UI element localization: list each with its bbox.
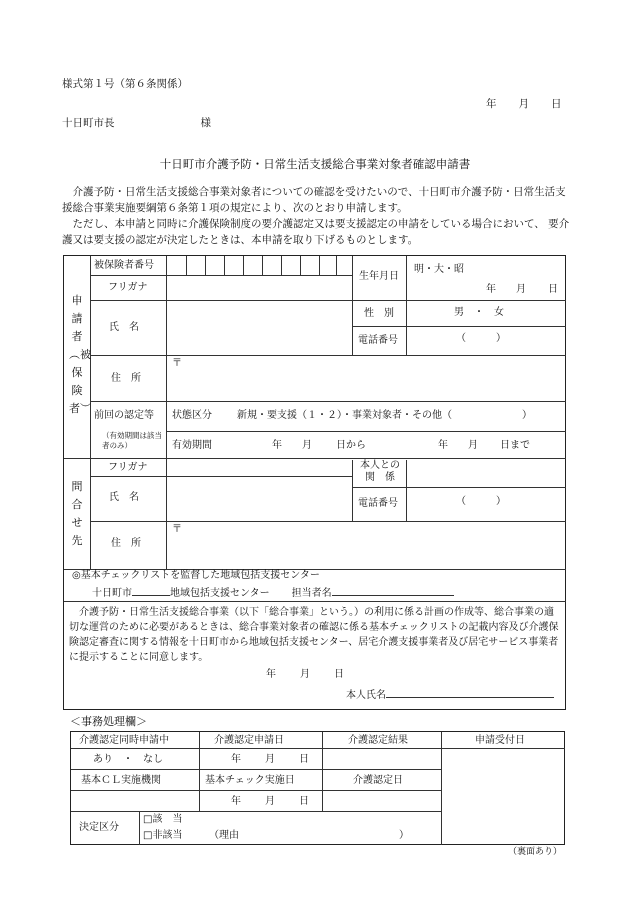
- check-date-value[interactable]: [231, 796, 309, 808]
- staff-label: 担当者名: [291, 588, 332, 599]
- header-cert-result: 介護認定結果: [348, 735, 408, 746]
- contact-name-label: 氏 名: [109, 492, 139, 503]
- intro-paragraph-1: 介護予防・日常生活支援総合事業対象者についての確認を受けたいので、十日町市介護予防・日常生活支援総合事業実施要綱第６条第１項の規定により、次のとおり申請します。: [62, 186, 566, 214]
- sex-options[interactable]: 男 ・ 女: [454, 307, 504, 318]
- center-city: 十日町市: [92, 588, 132, 599]
- receipt-date-field[interactable]: [442, 749, 564, 844]
- consent-year: 年: [266, 669, 276, 680]
- previous-cert-label: 前回の認定等: [94, 410, 154, 421]
- check-day: 日: [299, 796, 309, 807]
- office-use-caption: ＜事務処理欄＞: [70, 715, 147, 728]
- furigana-field[interactable]: [170, 276, 351, 299]
- validity-label: 有効期間: [172, 440, 212, 451]
- application-form-table: [63, 255, 566, 710]
- check-month: 月: [265, 796, 275, 807]
- sex-label: 性 別: [364, 308, 394, 319]
- name-field[interactable]: [170, 301, 351, 354]
- contact-section-label: 問合せ先: [71, 480, 83, 547]
- cert-result-field[interactable]: [323, 749, 440, 768]
- validity-to[interactable]: [438, 440, 530, 452]
- insured-number-label: 被保険者番号: [94, 260, 154, 271]
- postal-mark: 〒: [172, 358, 182, 369]
- intro-text: [62, 184, 572, 248]
- validity-from[interactable]: [272, 440, 366, 452]
- signature-label: 本人氏名: [346, 690, 386, 701]
- option-applicable[interactable]: □該 当: [143, 814, 183, 825]
- relation-label: 本人との関 係: [360, 460, 400, 483]
- center-line[interactable]: [92, 586, 454, 600]
- signature-blank[interactable]: [386, 688, 554, 698]
- name-label: 氏 名: [109, 322, 139, 333]
- contact-furigana-label: フリガナ: [108, 462, 148, 473]
- phone-field[interactable]: （ ）: [456, 333, 506, 344]
- intro-paragraph-2: ただし、本申請と同時に介護保険制度の要介護認定又は要支援認定の申請をしている場合において、 要介護又は要支援の認定が決定したときは、本申請を取り下げるものとします。: [62, 218, 570, 246]
- header-check-date: 基本チェック実施日: [205, 775, 295, 786]
- from-month: 月: [302, 440, 312, 451]
- center-label: 地域包括支援センター: [170, 588, 270, 599]
- date-day: 日: [551, 98, 562, 110]
- birth-year: 年: [486, 284, 496, 295]
- to-month: 月: [468, 440, 478, 451]
- contact-phone-field[interactable]: （ ）: [456, 496, 506, 507]
- address-field[interactable]: [170, 356, 565, 400]
- cert-month: 月: [265, 754, 275, 765]
- insured-number-field[interactable]: [171, 256, 351, 275]
- consent-date[interactable]: [266, 669, 344, 681]
- header-cert-day: 介護認定日: [353, 775, 403, 786]
- reason-field[interactable]: （理由 ）: [209, 830, 409, 841]
- signature-line[interactable]: [346, 688, 554, 702]
- relation-field[interactable]: [408, 459, 565, 486]
- check-year: 年: [231, 796, 241, 807]
- furigana-label: フリガナ: [108, 282, 148, 293]
- birth-day: 日: [548, 284, 558, 295]
- contact-postal-mark: 〒: [172, 524, 182, 535]
- addressee-name: 十日町市長: [62, 117, 115, 129]
- header-cl-org: 基本ＣＬ実施機関: [81, 775, 161, 786]
- decision-label: 決定区分: [79, 822, 119, 833]
- consent-text: 介護予防・日常生活支援総合事業（以下「総合事業」という。）の利用に係る計画の作成等、総合事業の適切な運営のために必要があるときは、総合事業対象者の確認に係る基本チェックリストの記載内容及び介護保険認定審査に関する情報を十日町市から地域包括支援センター、居宅介護支援事業者及び居宅サービス事業者に提示することに同意します。: [69, 607, 559, 663]
- contact-phone-label: 電話番号: [358, 498, 398, 509]
- consent-day: 日: [334, 669, 344, 680]
- previous-cert-note: （有効期間は該当者のみ）: [102, 431, 162, 450]
- applicant-section-label: 申請者︵被保険者︶: [69, 294, 91, 415]
- contact-furigana-field[interactable]: [170, 459, 351, 475]
- to-year: 年: [438, 440, 448, 451]
- consent-month: 月: [300, 669, 310, 680]
- status-options[interactable]: 新規・要支援（１・２）・事業対象者・その他（ ）: [237, 410, 532, 421]
- header-cert-date: 介護認定申請日: [214, 735, 284, 746]
- option-not-applicable[interactable]: □非該当: [143, 830, 183, 841]
- header-concurrent: 介護認定同時申請中: [79, 735, 169, 746]
- from-day: 日から: [336, 440, 366, 451]
- form-number: 様式第１号（第６条関係）: [62, 78, 188, 90]
- cert-day: 日: [299, 754, 309, 765]
- office-use-table: [70, 731, 565, 845]
- honorific: 様: [200, 117, 211, 129]
- date-year: 年: [486, 98, 497, 110]
- birthdate-label: 生年月日: [359, 271, 399, 282]
- center-city-blank[interactable]: [132, 586, 170, 596]
- contact-address-field[interactable]: [170, 522, 565, 568]
- contact-name-field[interactable]: [170, 477, 351, 520]
- birth-month: 月: [516, 284, 526, 295]
- date-month: 月: [518, 98, 529, 110]
- back-page-note: （裏面あり）: [508, 847, 563, 857]
- to-day: 日まで: [500, 440, 530, 451]
- header-receipt-date: 申請受付日: [475, 735, 525, 746]
- addressee: [62, 117, 211, 130]
- cert-date-value[interactable]: [231, 754, 309, 766]
- cl-org-field[interactable]: [72, 791, 198, 810]
- staff-name-blank[interactable]: [332, 586, 454, 596]
- concurrent-yes-no[interactable]: あり ・ なし: [93, 754, 163, 765]
- document-title: 十日町市介護予防・日常生活支援総合事業対象者確認申請書: [159, 157, 471, 171]
- birth-ymd[interactable]: [486, 284, 558, 296]
- era-options[interactable]: 明・大・昭: [414, 264, 464, 275]
- address-label: 住 所: [111, 373, 141, 384]
- from-year: 年: [272, 440, 282, 451]
- status-label: 状態区分: [172, 410, 212, 421]
- application-date: [486, 98, 562, 111]
- contact-address-label: 住 所: [111, 538, 141, 549]
- center-heading: ◎基本チェックリストを監督した地域包括支援センター: [72, 570, 320, 581]
- cert-year: 年: [231, 754, 241, 765]
- cert-day-field[interactable]: [323, 791, 440, 810]
- phone-label: 電話番号: [358, 335, 398, 346]
